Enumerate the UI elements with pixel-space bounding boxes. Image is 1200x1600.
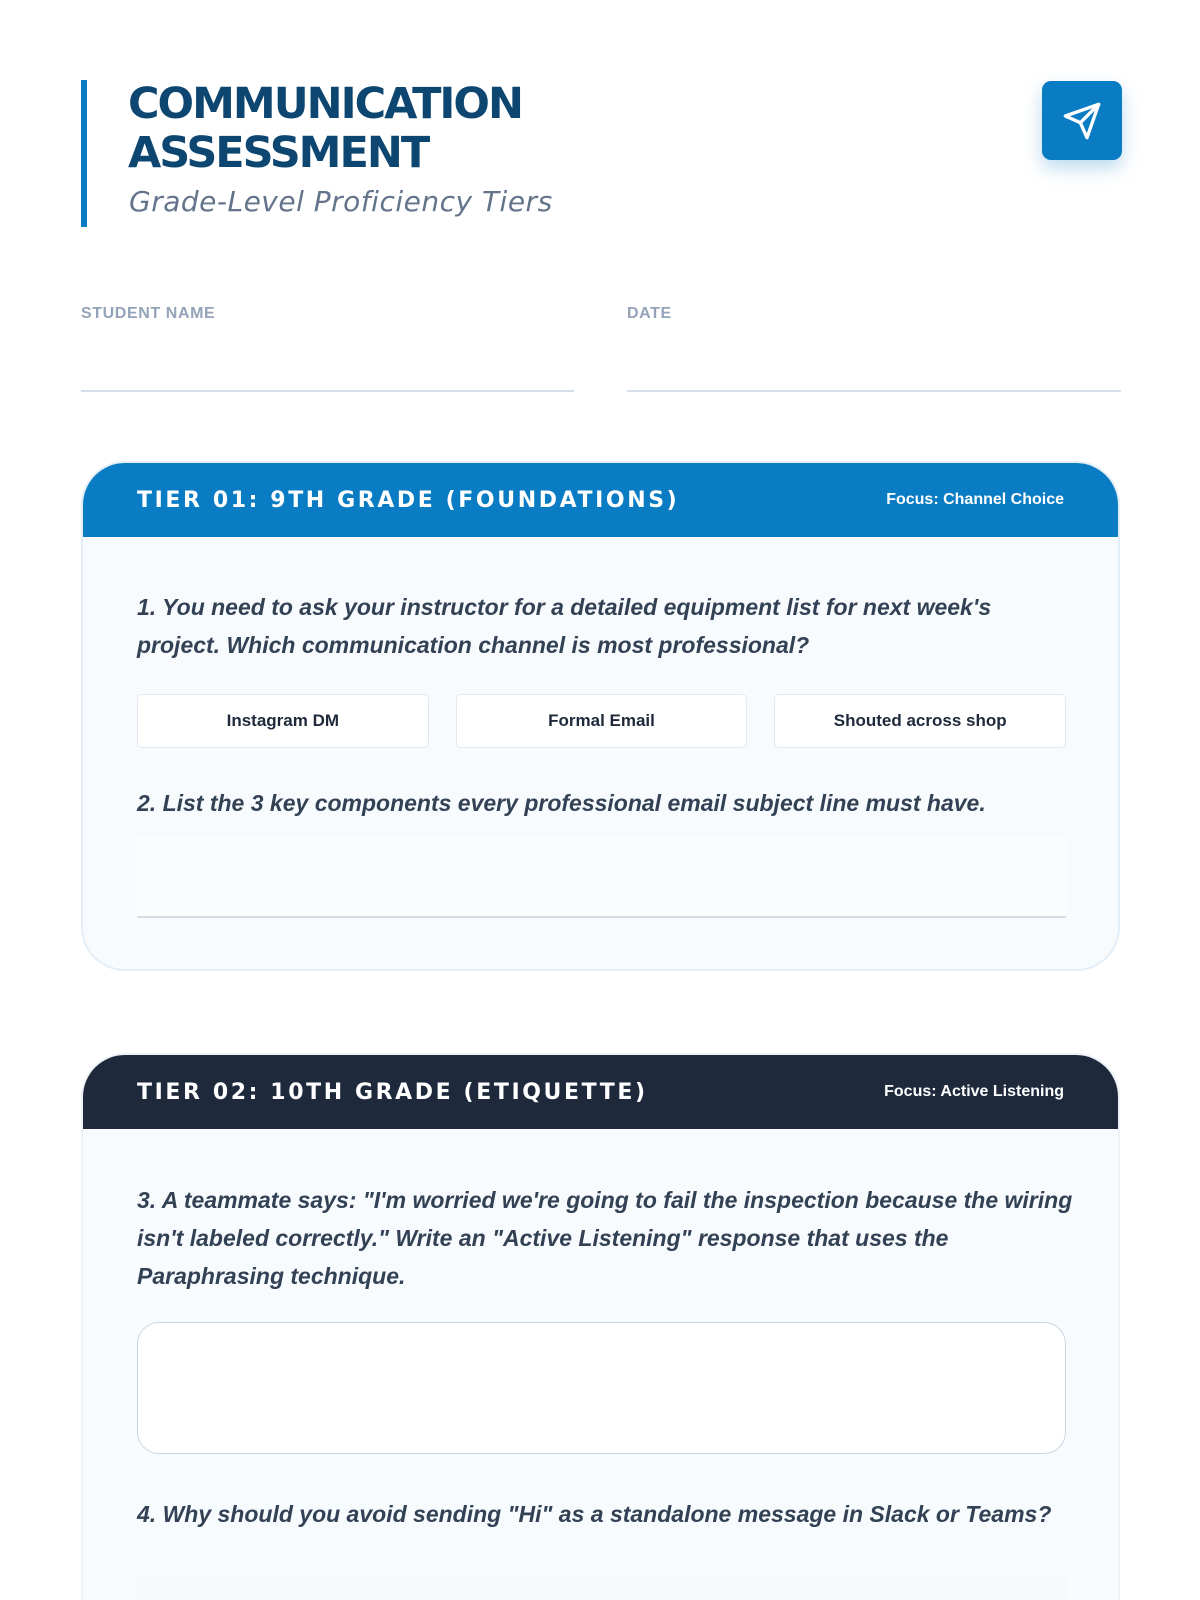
send-button[interactable] bbox=[1042, 81, 1122, 160]
student-name-field[interactable] bbox=[81, 305, 574, 323]
tier-02-card bbox=[81, 1053, 1120, 1600]
tier-02-header bbox=[83, 1055, 1118, 1129]
question-2: 2. List the 3 key components every professional email subject line must have. bbox=[137, 790, 986, 816]
option-shouted-across-shop[interactable]: Shouted across shop bbox=[774, 694, 1066, 748]
question-3: 3. A teammate says: "I'm worried we're going to fail the inspection because the wiring isn't labeled correctly." Write an "Active Listening" response that uses the Paraphrasing technique. bbox=[137, 1187, 1073, 1289]
student-name-input-line[interactable] bbox=[81, 390, 574, 392]
date-field[interactable] bbox=[627, 305, 1121, 323]
page-title-line-2: ASSESSMENT bbox=[128, 128, 429, 178]
question-1-options bbox=[137, 694, 1066, 750]
date-input-line[interactable] bbox=[627, 390, 1121, 392]
date-label: DATE bbox=[627, 305, 672, 322]
question-1: 1. You need to ask your instructor for a detailed equipment list for next week's project. Which communication channel is most professional? bbox=[137, 594, 992, 658]
page-subtitle: Grade-Level Proficiency Tiers bbox=[129, 185, 553, 218]
page-title-line-1: COMMUNICATION bbox=[128, 79, 522, 129]
option-instagram-dm[interactable]: Instagram DM bbox=[137, 694, 429, 748]
question-4-answer-field[interactable] bbox=[137, 1575, 1066, 1600]
tier-01-card bbox=[81, 461, 1120, 971]
header-accent-bar bbox=[81, 80, 87, 227]
student-name-label: STUDENT NAME bbox=[81, 305, 216, 322]
tier-02-focus: Focus: Active Listening bbox=[884, 1083, 1064, 1100]
assessment-header bbox=[81, 80, 1121, 230]
page-title bbox=[128, 80, 522, 178]
option-formal-email[interactable]: Formal Email bbox=[456, 694, 748, 748]
tier-02-title: TIER 02: 10TH GRADE (ETIQUETTE) bbox=[137, 1079, 648, 1105]
tier-01-title: TIER 01: 9TH GRADE (FOUNDATIONS) bbox=[137, 487, 680, 513]
question-3-answer-box[interactable] bbox=[137, 1322, 1066, 1454]
tier-01-header bbox=[83, 463, 1118, 537]
tier-01-focus: Focus: Channel Choice bbox=[886, 491, 1064, 508]
question-2-answer-field[interactable] bbox=[137, 836, 1066, 918]
send-icon bbox=[1062, 101, 1102, 141]
question-4: 4. Why should you avoid sending "Hi" as a standalone message in Slack or Teams? bbox=[137, 1501, 1052, 1527]
